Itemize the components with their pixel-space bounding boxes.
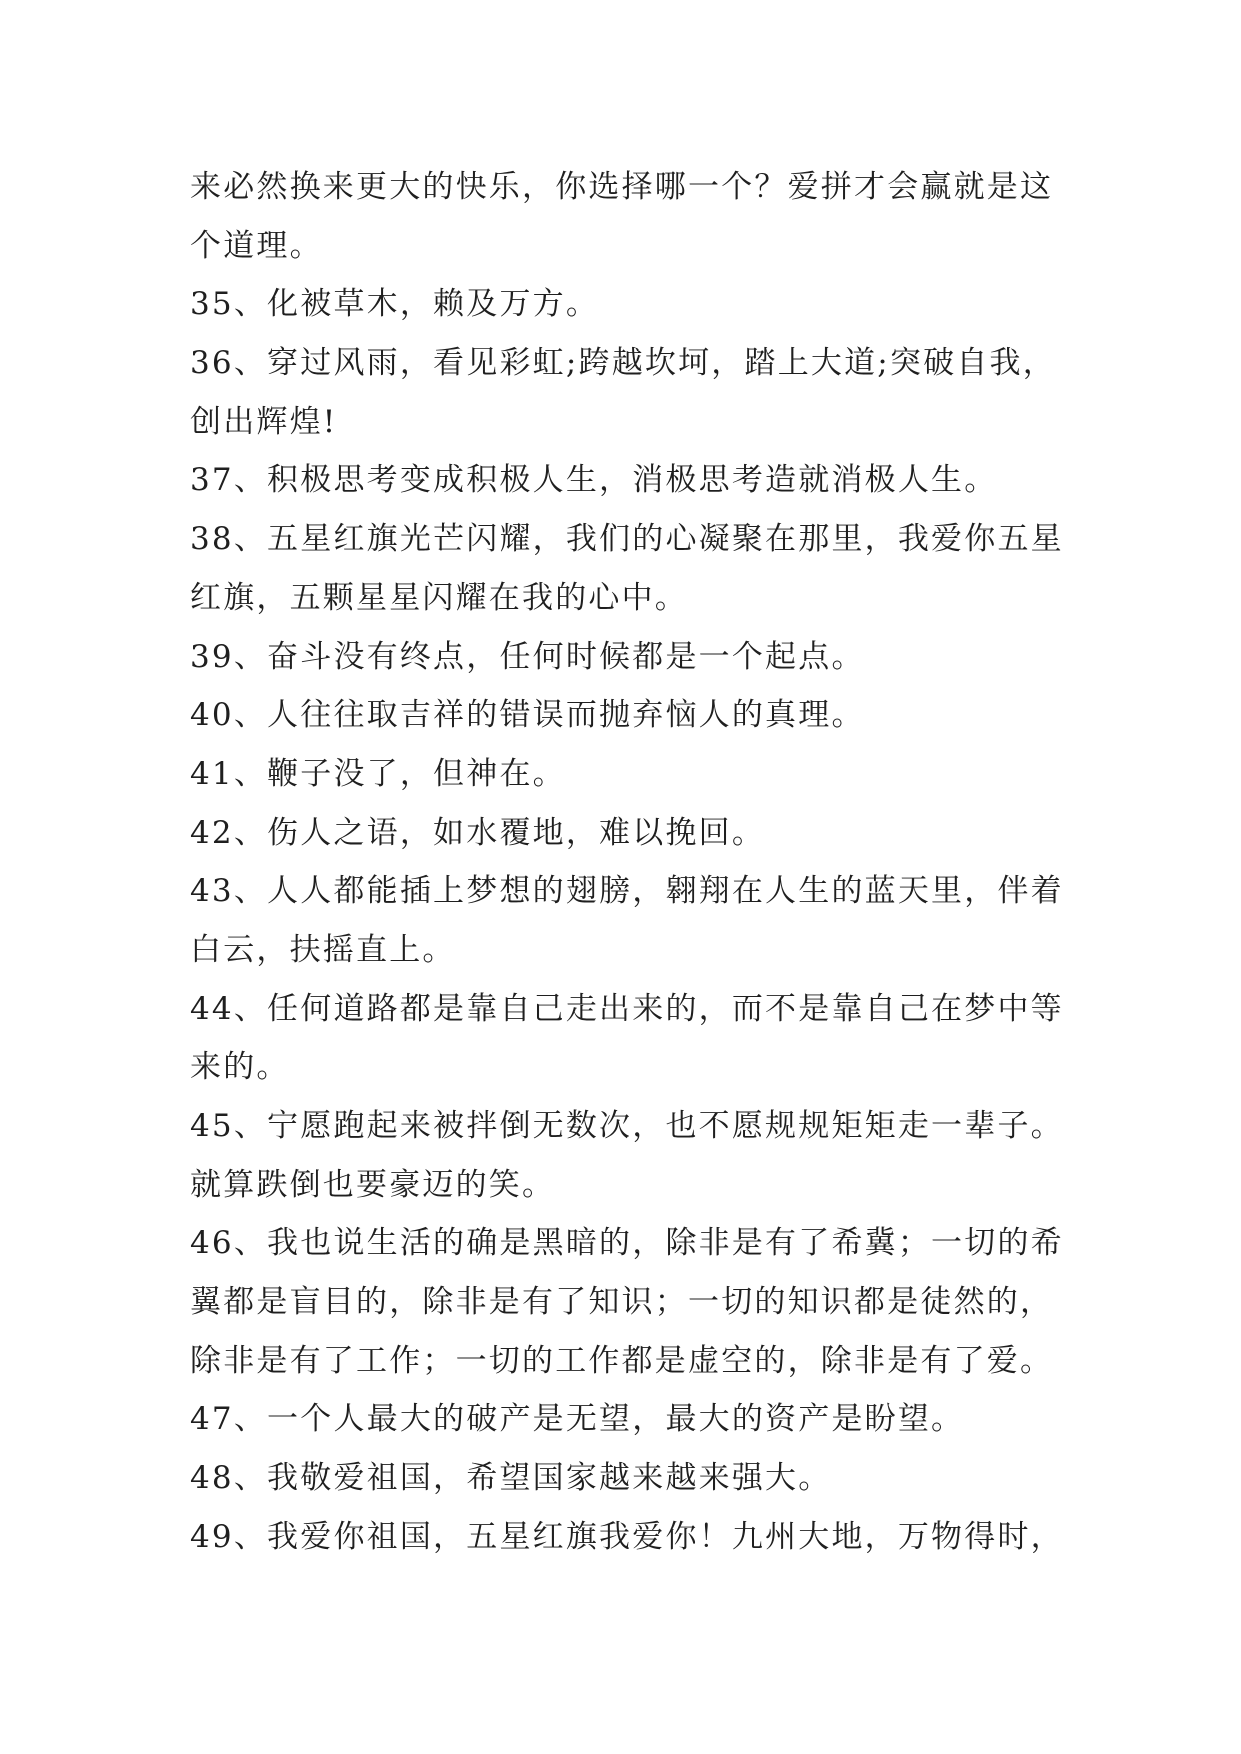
text-line: 41、鞭子没了，但神在。 <box>190 755 566 792</box>
text-line: 37、积极思考变成积极人生，消极思考造就消极人生。 <box>190 462 998 499</box>
text-line: 就算跌倒也要豪迈的笑。 <box>190 1166 556 1203</box>
text-line: 46、我也说生活的确是黑暗的，除非是有了希冀；一切的希 <box>190 1225 1064 1262</box>
text-line: 44、任何道路都是靠自己走出来的，而不是靠自己在梦中等 <box>190 990 1064 1027</box>
text-line: 45、宁愿跑起来被拌倒无数次，也不愿规规矩矩走一辈子。 <box>190 1108 1064 1144</box>
text-line: 来的。 <box>190 1049 290 1086</box>
text-line: 47、一个人最大的破产是无望，最大的资产是盼望。 <box>190 1401 965 1438</box>
text-line: 个道理。 <box>190 227 323 264</box>
text-line: 翼都是盲目的，除非是有了知识；一切的知识都是徒然的， <box>190 1284 1054 1321</box>
text-line: 除非是有了工作；一切的工作都是虚空的，除非是有了爱。 <box>190 1342 1054 1379</box>
text-line: 40、人往往取吉祥的错误而抛弃恼人的真理。 <box>190 697 865 734</box>
text-line: 48、我敬爱祖国，希望国家越来越来强大。 <box>190 1460 832 1497</box>
text-line: 38、五星红旗光芒闪耀，我们的心凝聚在那里，我爱你五星 <box>190 521 1064 558</box>
text-line: 创出辉煌! <box>190 403 338 440</box>
text-line: 白云，扶摇直上。 <box>190 931 456 968</box>
text-line: 49、我爱你祖国，五星红旗我爱你！九州大地，万物得时， <box>190 1518 1064 1555</box>
text-line: 35、化被草木，赖及万方。 <box>190 286 600 323</box>
text-line: 来必然换来更大的快乐，你选择哪一个？爱拼才会赢就是这 <box>190 169 1054 205</box>
document-body <box>190 158 1090 1567</box>
text-line: 39、奋斗没有终点，任何时候都是一个起点。 <box>190 638 865 675</box>
text-line: 42、伤人之语，如水覆地，难以挽回。 <box>190 814 766 851</box>
text-line: 43、人人都能插上梦想的翅膀，翱翔在人生的蓝天里，伴着 <box>190 873 1064 910</box>
text-line: 36、穿过风雨，看见彩虹;跨越坎坷，踏上大道;突破自我， <box>190 345 1056 382</box>
text-line: 红旗，五颗星星闪耀在我的心中。 <box>190 579 688 616</box>
